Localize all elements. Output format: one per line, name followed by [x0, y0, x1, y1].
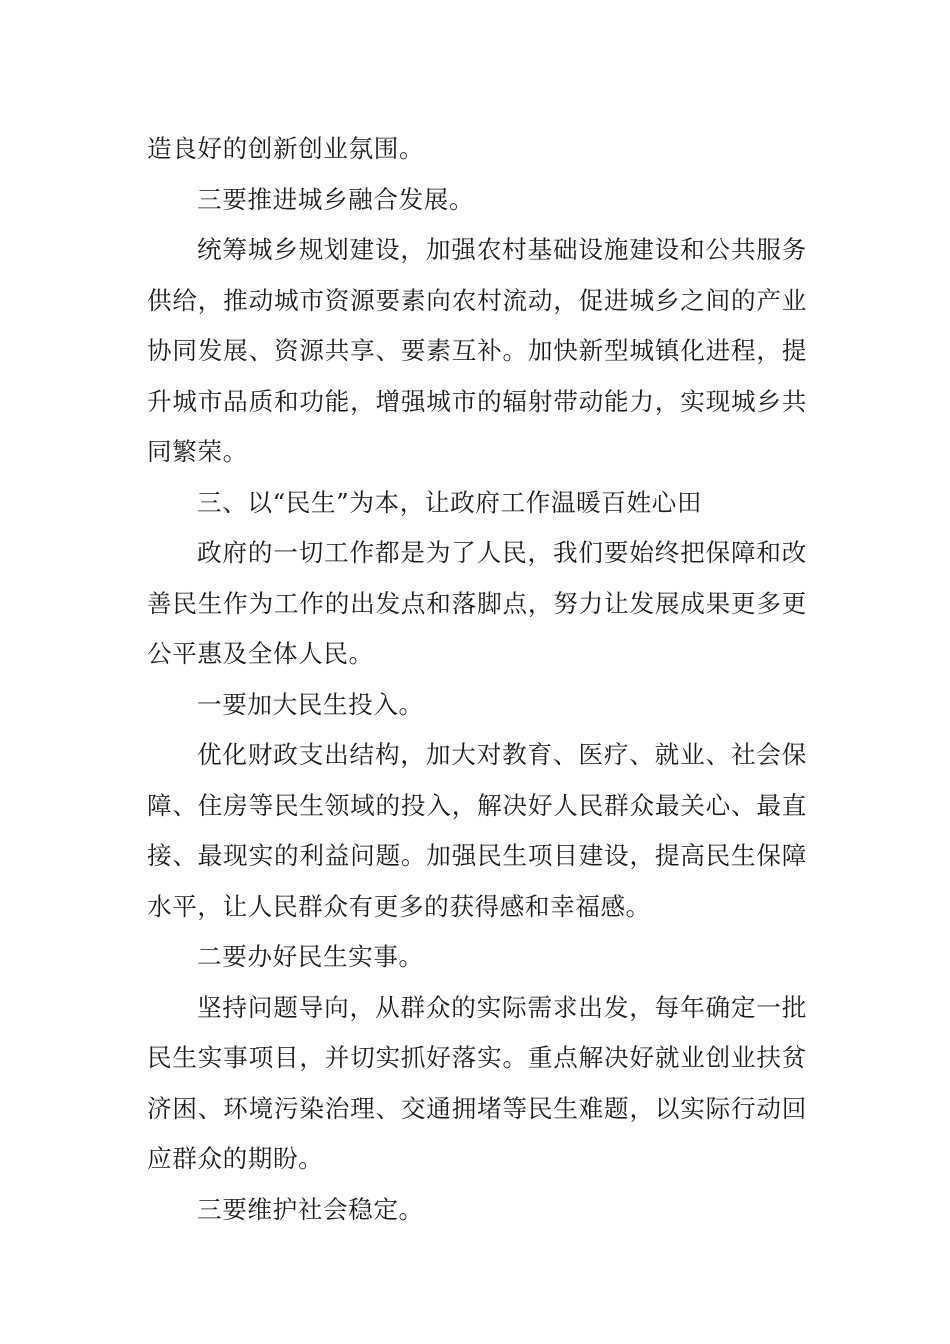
- paragraph-9: 坚持问题导向，从群众的实际需求出发，每年确定一批民生实事项目，并切实抓好落实。重点解决好就业创业扶贫济困、环境污染治理、交通拥堵等民生难题，以实际行动回应群众的期盼。: [147, 992, 807, 1173]
- section-heading: 三、以“民生”为本，让政府工作温暖百姓心田: [197, 487, 703, 517]
- paragraph-6: 一要加大民生投入。: [197, 689, 424, 719]
- paragraph-1: 造良好的创新创业氛围。: [147, 134, 425, 163]
- paragraph-5: 政府的一切工作都是为了人民，我们要始终把保障和改善民生作为工作的出发点和落脚点，努力让发展成果更多更公平惠及全体人民。: [147, 538, 807, 668]
- paragraph-8: 二要办好民生实事。: [197, 942, 424, 971]
- paragraph-10: 三要维护社会稳定。: [197, 1194, 424, 1224]
- document-body: [147, 124, 807, 1235]
- paragraph-7: 优化财政支出结构，加大对教育、医疗、就业、社会保障、住房等民生领域的投入，解决好人民群众最关心、最直接、最现实的利益问题。加强民生项目建设，提高民生保障水平，让人民群众有更多的获得感和幸福感。: [147, 740, 807, 921]
- paragraph-2: 三要推进城乡融合发展。: [197, 184, 475, 214]
- paragraph-3: 统筹城乡规划建设，加强农村基础设施建设和公共服务供给，推动城市资源要素向农村流动，促进城乡之间的产业协同发展、资源共享、要素互补。加快新型城镇化进程，提升城市品质和功能，增强城市的辐射带动能力，实现城乡共同繁荣。: [147, 235, 807, 466]
